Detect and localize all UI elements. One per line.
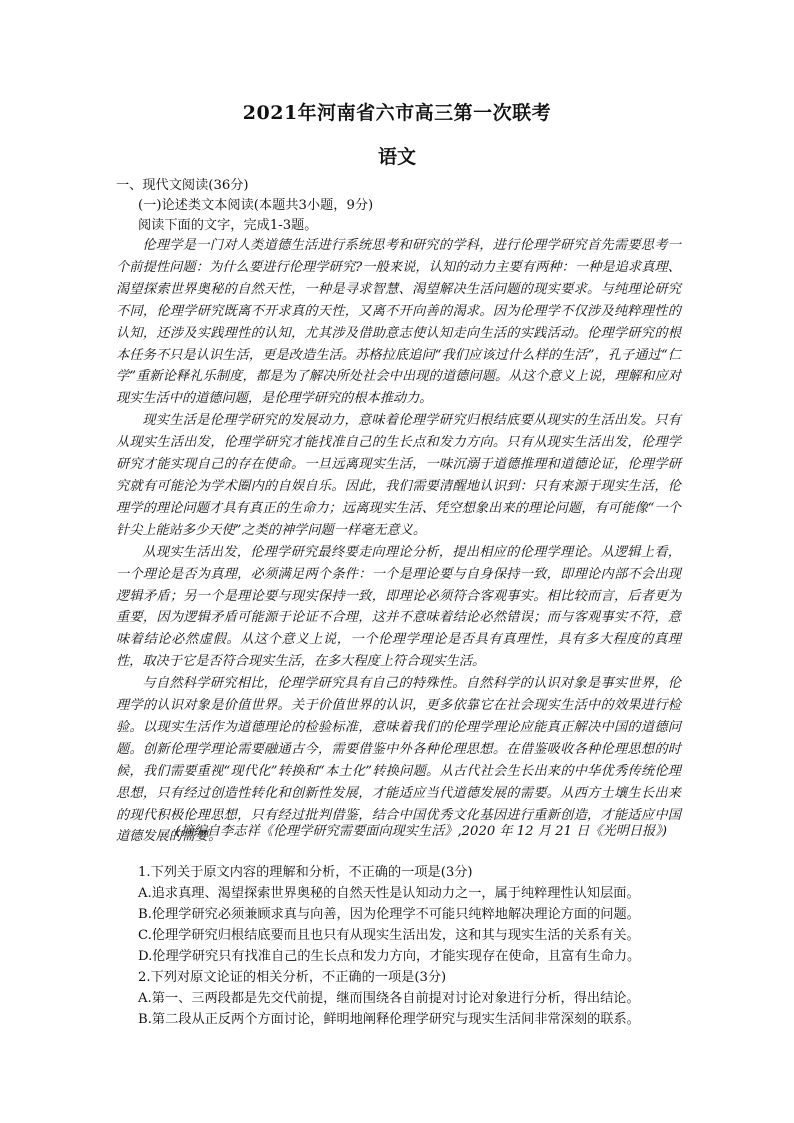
question-option: B.第二段从正反两个方面讨论，鲜明地阐释伦理学研究与现实生活间非常深刻的联系。 <box>138 1012 640 1027</box>
article-body <box>116 235 681 848</box>
question-option: A.第一、三两段都是先交代前提，继而围绕各自前提对讨论对象进行分析，得出结论。 <box>138 991 640 1006</box>
instruction: 阅读下面的文字，完成1-3题。 <box>138 218 318 233</box>
question-option: D.伦理学研究只有找准自己的生长点和发力方向，才能实现存在使命，且富有生命力。 <box>138 949 641 964</box>
subject-title: 语文 <box>377 146 416 168</box>
exam-title: 2021年河南省六市高三第一次联考 <box>242 102 552 124</box>
section-heading: 一、现代文阅读(36分) <box>116 178 249 193</box>
source-citation: (摘编自李志祥《伦理学研究需要面向现实生活》,2020 年 12 月 21 日《光明日报》) <box>175 824 667 839</box>
question-option: A.追求真理、渴望探索世界奥秘的自然天性是认知动力之一，属于纯粹理性认知层面。 <box>138 886 640 901</box>
question-option: C.伦理学研究归根结底要而且也只有从现实生活出发，这和其与现实生活的关系有关。 <box>138 928 640 943</box>
paragraph: 现实生活是伦理学研究的发展动力，意味着伦理学研究归根结底要从现实的生活出发。只有从现实生活出发，伦理学研究才能找准自己的生长点和发力方向。只有从现实生活出发，伦理学研究才能实现自己的存在使命。一旦远离现实生活，一味沉溺于道德推理和道德论证，伦理学研究就有可能沦为学术圈内的自娱自乐。因此，我们需要清醒地认识到：只有来源于现实生活，伦理学的理论问题才具有真正的生命力；远离现实生活、凭空想象出来的理论问题，有可能像“一个针尖上能站多少天使”之类的神学问题一样毫无意义。 <box>116 413 681 538</box>
subsection-heading: (一)论述类文本阅读(本题共3小题，9分) <box>138 198 374 213</box>
paragraph: 与自然科学研究相比，伦理学研究具有自己的特殊性。自然科学的认识对象是事实世界，伦理学的认识对象是价值世界。关于价值世界的认识，更多依靠它在社会现实生活中的效果进行检验。以现实生活作为道德理论的检验标准，意味着我们的伦理学理论应能真正解决中国的道德问题。创新伦理学理论需要融通古今，需要借鉴中外各种伦理思想。在借鉴吸收各种伦理思想的时候，我们需要重视“现代化”转换和“本土化”转换问题。从古代社会生长出来的中华优秀传统伦理思想，只有经过创造性转化和创新性发展，才能适应当代道德发展的需要。从西方土壤生长出来的现代积极伦理思想，只有经过批判借鉴，结合中国优秀文化基因进行重新创造，才能适应中国道德发展的需要。 <box>116 676 681 845</box>
question-stem: 2.下列对原文论证的相关分析，不正确的一项是(3分) <box>138 970 447 985</box>
paragraph: 伦理学是一门对人类道德生活进行系统思考和研究的学科，进行伦理学研究首先需要思考一个前提性问题：为什么要进行伦理学研究?一般来说，认知的动力主要有两种：一种是追求真理、渴望探索世界奥秘的自然天性，一种是寻求智慧、渴望解决生活问题的现实要求。与纯理论研究不同，伦理学研究既离不开求真的天性，又离不开向善的渴求。因为伦理学不仅涉及纯粹理性的认知，还涉及实践理性的认知，尤其涉及借助意志使认知走向生活的实践活动。伦理学研究的根本任务不只是认识生活，更是改造生活。苏格拉底追问“我们应该过什么样的生活”，孔子通过“仁学”重新论释礼乐制度，都是为了解决所处社会中出现的道德问题。从这个意义上说，理解和应对现实生活中的道德问题，是伦理学研究的根本推动力。 <box>116 238 681 407</box>
question-stem: 1.下列关于原文内容的理解和分析，不正确的一项是(3分) <box>138 865 473 880</box>
question-option: B.伦理学研究必须兼顾求真与向善，因为伦理学不可能只纯粹地解决理论方面的问题。 <box>138 907 640 922</box>
paragraph: 从现实生活出发，伦理学研究最终要走向理论分析，提出相应的伦理学理论。从逻辑上看，一个理论是否为真理，必须满足两个条件：一个是理论要与自身保持一致，即理论内部不会出现逻辑矛盾；另一个是理论要与现实保持一致，即理论必须符合客观事实。相比较而言，后者更为重要，因为逻辑矛盾可能源于论证不合理，这并不意味着结论必然错误；而与客观事实不符，意味着结论必然虚假。从这个意义上说，一个伦理学理论是否具有真理性，具有多大程度的真理性，取决于它是否符合现实生活，在多大程度上符合现实生活。 <box>116 544 681 670</box>
